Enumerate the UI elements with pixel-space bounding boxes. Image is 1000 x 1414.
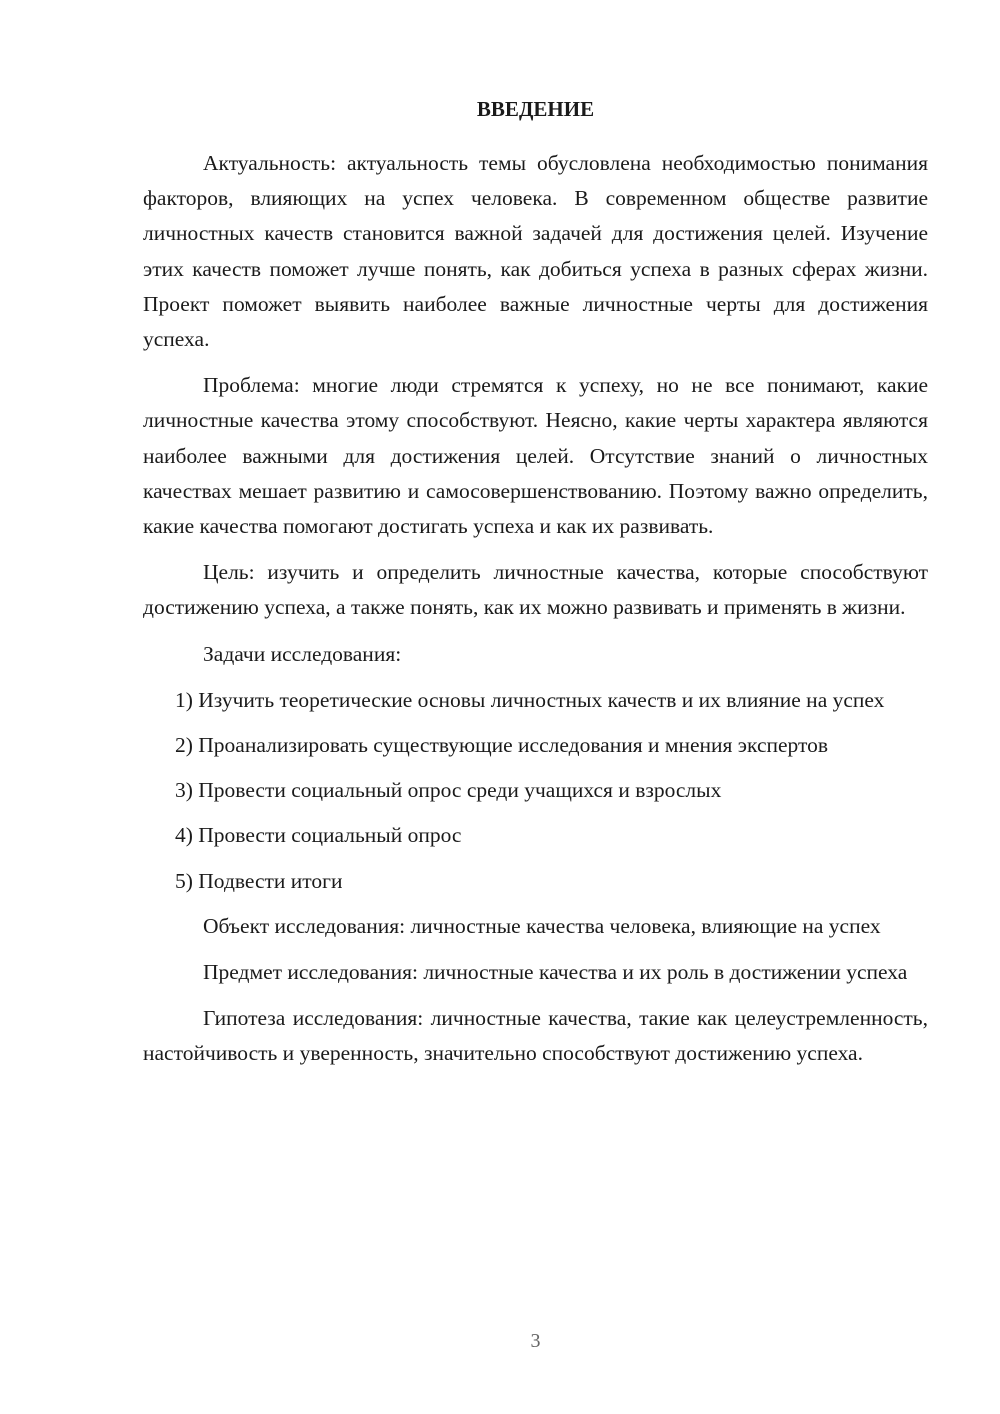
section-title: ВВЕДЕНИЕ (476, 97, 595, 121)
paragraph-relevance: Актуальность: актуальность темы обусловлена необходимостью понимания факторов, влияющих на успех человека. В современном обществе развитие личностных качеств становится важной задачей для достижения целей. Изучение этих качеств поможет лучше понять, как добиться успеха в разных сферах жизни. Проект поможет выявить наиболее важные личностные черты для достижения успеха. (143, 151, 928, 352)
page-number: 3 (530, 1330, 541, 1352)
paragraph-goal: Цель: изучить и определить личностные качества, которые способствуют достижению успеха, а также понять, как их можно развивать и применять в жизни. (143, 560, 928, 620)
tasks-heading: Задачи исследования: (203, 641, 402, 666)
paragraph-subject: Предмет исследования: личностные качества и их роль в достижении успеха (203, 960, 908, 985)
paragraph-object: Объект исследования: личностные качества человека, влияющие на успех (203, 913, 881, 938)
task-item-3: 3) Провести социальный опрос среди учащихся и взрослых (175, 778, 722, 803)
paragraph-problem: Проблема: многие люди стремятся к успеху, но не все понимают, какие личностные качества этому способствуют. Неясно, какие черты характера являются наиболее важными для достижения целей. Отсутствие знаний о личностных качествах мешает развитию и самосовершенствованию. Поэтому важно определить, какие качества помогают достигать успеха и как их развивать. (143, 373, 928, 539)
paragraph-hypothesis: Гипотеза исследования: личностные качества, такие как целеустремленность, настойчивость и уверенность, значительно способствуют достижению успеха. (143, 1006, 928, 1066)
task-item-1: 1) Изучить теоретические основы личностных качеств и их влияние на успех (175, 687, 885, 712)
task-item-2: 2) Проанализировать существующие исследования и мнения экспертов (175, 733, 829, 758)
document-page (143, 92, 928, 1083)
task-item-4: 4) Провести социальный опрос (175, 823, 462, 848)
task-item-5: 5) Подвести итоги (175, 868, 343, 893)
